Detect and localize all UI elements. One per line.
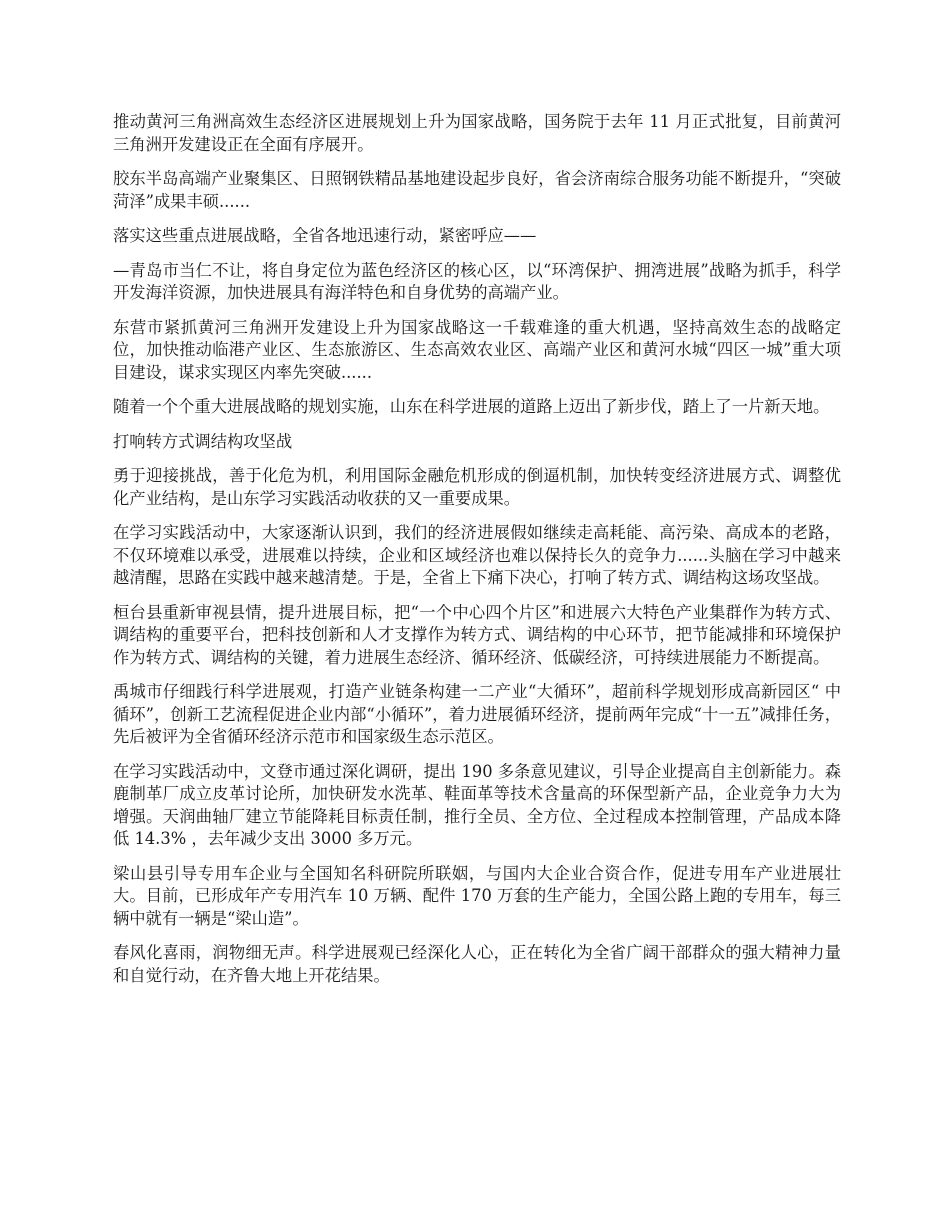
- paragraph: 梁山县引导专用车企业与全国知名科研院所联姻，与国内大企业合资合作，促进专用车产业进展壮大。目前，已形成年产专用汽车 10 万辆、配件 170 万套的生产能力，全国公路上跑的专用车，每三辆中就有一辆是“梁山造”。: [113, 863, 841, 928]
- paragraph: 落实这些重点进展战略，全省各地迅速行动，紧密呼应——: [113, 226, 537, 245]
- paragraph: 推动黄河三角洲高效生态经济区进展规划上升为国家战略，国务院于去年 11 月正式批复，目前黄河三角洲开发建设正在全面有序展开。: [113, 112, 841, 154]
- paragraph: 春风化喜雨，润物细无声。科学进展观已经深化人心，正在转化为全省广阔干部群众的强大精神力量和自觉行动，在齐鲁大地上开花结果。: [113, 943, 841, 985]
- paragraph: 禹城市仔细践行科学进展观，打造产业链条构建一二产业“大循环”，超前科学规划形成高新园区“ 中循环”，创新工艺流程促进企业内部“小循环”，着力进展循环经济，提前两年完成“十一五”减排任务，先后被评为全省循环经济示范市和国家级生态示范区。: [113, 682, 841, 746]
- paragraph: 随着一个个重大进展战略的规划实施，山东在科学进展的道路上迈出了新步伐，踏上了一片新天地。: [113, 397, 830, 416]
- article-body: [113, 111, 841, 999]
- paragraph: 桓台县重新审视县情，提升进展目标，把“一个中心四个片区”和进展六大特色产业集群作为转方式、调结构的重要平台，把科技创新和人才支撑作为转方式、调结构的中心环节，把节能减排和环境保护作为转方式、调结构的关键，着力进展生态经济、循环经济、低碳经济，可持续进展能力不断提高。: [113, 602, 841, 667]
- paragraph: 勇于迎接挑战，善于化危为机，利用国际金融危机形成的倒逼机制，加快转变经济进展方式、调整优化产业结构，是山东学习实践活动收获的又一重要成果。: [113, 466, 841, 508]
- section-heading: 打响转方式调结构攻坚战: [113, 431, 293, 451]
- paragraph: —青岛市当仁不让，将自身定位为蓝色经济区的核心区，以“环湾保护、拥湾进展”战略为抓手，科学开发海洋资源，加快进展具有海洋特色和自身优势的高端产业。: [113, 260, 841, 302]
- paragraph: 在学习实践活动中，文登市通过深化调研，提出 190 多条意见建议，引导企业提高自主创新能力。森鹿制革厂成立皮革讨论所，加快研发水洗革、鞋面革等技术含量高的环保型新产品，企业竞争力大为增强。天润曲轴厂建立节能降耗目标责任制，推行全员、全方位、全过程成本控制管理，产品成本降低 14.3% ，去年减少支出 3000 多万元。: [113, 761, 841, 848]
- paragraph: 在学习实践活动中，大家逐渐认识到，我们的经济进展假如继续走高耗能、高污染、高成本的老路，不仅环境难以承受，进展难以持续，企业和区域经济也难以保持长久的竞争力......头脑在学习中越来越清醒，思路在实践中越来越清楚。于是，全省上下痛下决心，打响了转方式、调结构这场攻坚战。: [113, 523, 841, 587]
- paragraph: 胶东半岛高端产业聚集区、日照钢铁精品基地建设起步良好，省会济南综合服务功能不断提升，“突破菏泽”成果丰硕......: [113, 169, 841, 211]
- paragraph: 东营市紧抓黄河三角洲开发建设上升为国家战略这一千载难逢的重大机遇，坚持高效生态的战略定位，加快推动临港产业区、生态旅游区、生态高效农业区、高端产业区和黄河水城“四区一城”重大项目建设，谋求实现区内率先突破......: [113, 317, 841, 382]
